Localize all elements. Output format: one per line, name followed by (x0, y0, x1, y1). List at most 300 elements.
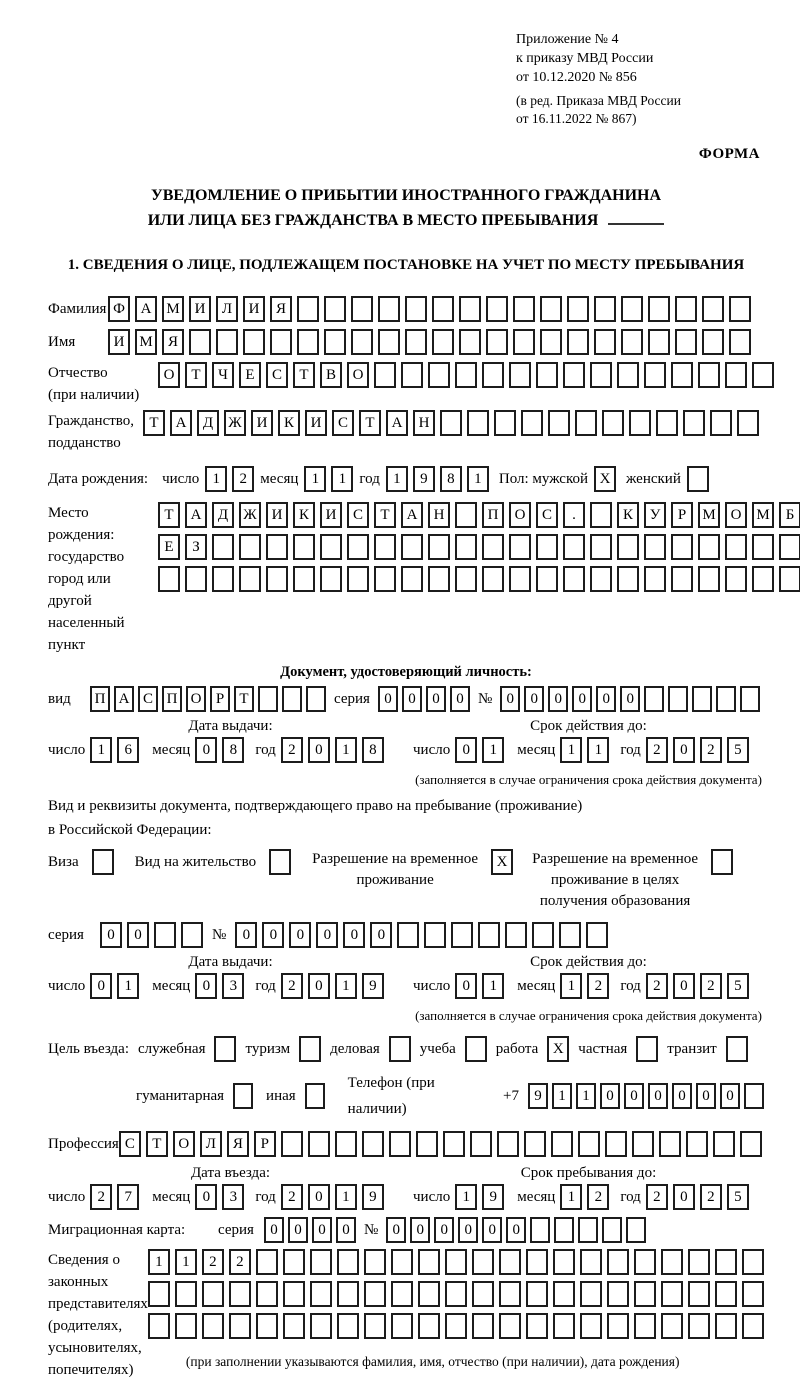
char-box (621, 329, 643, 355)
char-box: И (189, 296, 211, 322)
char-box: 0 (195, 973, 217, 999)
rvp-checkbox (491, 849, 513, 875)
profession-row (48, 1131, 764, 1157)
char-box (229, 1313, 251, 1339)
section1-title: 1. СВЕДЕНИЯ О ЛИЦЕ, ПОДЛЕЖАЩЕМ ПОСТАНОВКЕ НА УЧЕТ ПО МЕСТУ ПРЕБЫВАНИЯ (67, 257, 745, 273)
char-box (158, 566, 180, 592)
char-box: 0 (450, 686, 470, 712)
char-box (364, 1313, 386, 1339)
char-box: 1 (148, 1249, 170, 1275)
char-box: 1 (331, 466, 353, 492)
char-box (154, 922, 176, 948)
char-box: О (725, 502, 747, 528)
char-box (648, 296, 670, 322)
char-box: 1 (552, 1083, 572, 1109)
char-box (521, 410, 543, 436)
residence-validity-note: (заполняется в случае ограничения срока действия документа) (415, 1008, 762, 1023)
char-box (675, 329, 697, 355)
sex-label: Пол: мужской (498, 471, 589, 487)
representatives-label: Сведения о законных представителях (родителях, усыновителях, попечителях) (48, 1252, 148, 1378)
char-box (293, 534, 315, 560)
char-box (563, 534, 585, 560)
char-box: 1 (467, 466, 489, 492)
char-box: Ж (224, 410, 246, 436)
char-box (451, 922, 473, 948)
char-box: 0 (264, 1217, 284, 1243)
char-box (725, 362, 747, 388)
char-box (405, 296, 427, 322)
char-box: В (320, 362, 342, 388)
phone-digit-boxes (528, 1083, 764, 1109)
migration-card-row (48, 1217, 764, 1243)
char-box: 0 (524, 686, 544, 712)
birth-year-label: год (359, 471, 380, 487)
char-box (590, 502, 612, 528)
char-box (428, 362, 450, 388)
migration-number-boxes (386, 1217, 646, 1243)
char-box (351, 329, 373, 355)
purpose-study-checkbox (465, 1036, 487, 1062)
char-box: С (266, 362, 288, 388)
purpose-label: Цель въезда: (48, 1041, 129, 1057)
char-box (729, 329, 751, 355)
char-box: У (644, 502, 666, 528)
identity-doc-note-row (48, 769, 764, 788)
char-box (715, 1249, 737, 1275)
purpose-official-label: служебная (137, 1041, 206, 1057)
char-box (671, 362, 693, 388)
char-box: С (536, 502, 558, 528)
char-box: Л (200, 1131, 222, 1157)
char-box: 0 (343, 922, 365, 948)
profession-label: Профессия (48, 1136, 119, 1152)
char-box (445, 1281, 467, 1307)
char-box: 0 (262, 922, 284, 948)
char-box: 7 (117, 1184, 139, 1210)
profession-boxes (119, 1131, 762, 1157)
doc-series-boxes (378, 686, 470, 712)
char-box: 1 (587, 737, 609, 763)
sex-male-checkbox (594, 466, 616, 492)
residence-options-row (48, 849, 764, 912)
char-box: И (108, 329, 130, 355)
char-box: 0 (624, 1083, 644, 1109)
purpose-private-label: частная (578, 1041, 628, 1057)
char-box: 9 (362, 1184, 384, 1210)
char-box: 5 (727, 973, 749, 999)
char-box: 9 (528, 1083, 548, 1109)
visa-label: Виза (48, 854, 79, 870)
char-box (175, 1281, 197, 1307)
char-box (536, 566, 558, 592)
char-box (482, 566, 504, 592)
entry-date-label: Дата въезда: (190, 1165, 271, 1181)
purpose-row2 (136, 1070, 764, 1122)
char-box: С (347, 502, 369, 528)
char-box: 1 (560, 973, 582, 999)
char-box (715, 1313, 737, 1339)
char-box (644, 362, 666, 388)
char-box (590, 534, 612, 560)
char-box (92, 849, 114, 875)
char-box: 5 (727, 1184, 749, 1210)
char-box: 1 (175, 1249, 197, 1275)
char-box (256, 1313, 278, 1339)
char-box (181, 922, 203, 948)
char-box (740, 686, 760, 712)
char-box (513, 296, 535, 322)
char-box (524, 1131, 546, 1157)
char-box: О (158, 362, 180, 388)
char-box: 0 (572, 686, 592, 712)
char-box: Ч (212, 362, 234, 388)
char-box (661, 1313, 683, 1339)
identity-doc-header: Документ, удостоверяющий личность: (280, 664, 532, 680)
char-box (374, 566, 396, 592)
doc-valid-month-boxes (560, 737, 609, 763)
purpose-other-checkbox (305, 1083, 325, 1109)
char-box: 9 (413, 466, 435, 492)
char-box (216, 329, 238, 355)
char-box (467, 410, 489, 436)
char-box: 9 (362, 973, 384, 999)
char-box (687, 466, 709, 492)
char-box: 2 (646, 1184, 668, 1210)
identity-doc-row (48, 686, 764, 712)
doc-valid-day-boxes (455, 737, 504, 763)
char-box (214, 1036, 236, 1062)
char-box: С (119, 1131, 141, 1157)
stay-year-boxes (646, 1184, 749, 1210)
char-box: 2 (232, 466, 254, 492)
char-box: К (617, 502, 639, 528)
char-box (189, 329, 211, 355)
char-box (702, 296, 724, 322)
representatives-row3-boxes (148, 1313, 764, 1339)
char-box (391, 1313, 413, 1339)
annex-line-2: к приказу МВД России (516, 51, 654, 66)
residence-doc-line1: Вид и реквизиты документа, подтверждающего право на пребывание (проживание) (48, 798, 583, 814)
char-box (497, 1131, 519, 1157)
char-box: 0 (455, 973, 477, 999)
char-box: 0 (386, 1217, 406, 1243)
char-box: 2 (700, 737, 722, 763)
char-box (540, 329, 562, 355)
char-box: Т (158, 502, 180, 528)
char-box (636, 1036, 658, 1062)
patronymic-row (48, 362, 764, 406)
char-box: А (170, 410, 192, 436)
char-box (202, 1313, 224, 1339)
char-box: 0 (288, 1217, 308, 1243)
char-box: Л (216, 296, 238, 322)
char-box (563, 566, 585, 592)
char-box (711, 849, 733, 875)
char-box (494, 410, 516, 436)
page-title-line1: УВЕДОМЛЕНИЕ О ПРИБЫТИИ ИНОСТРАННОГО ГРАЖДАНИНА (150, 187, 662, 204)
char-box (683, 410, 705, 436)
char-box: Т (359, 410, 381, 436)
char-box (634, 1281, 656, 1307)
char-box (661, 1249, 683, 1275)
char-box (445, 1249, 467, 1275)
char-box: 0 (672, 1083, 692, 1109)
char-box: 1 (455, 1184, 477, 1210)
char-box (540, 296, 562, 322)
char-box: Р (254, 1131, 276, 1157)
char-box: И (266, 502, 288, 528)
char-box: О (186, 686, 206, 712)
char-box: 0 (500, 686, 520, 712)
char-box: X (594, 466, 616, 492)
title-underline (608, 223, 664, 225)
char-box: 2 (700, 1184, 722, 1210)
char-box (626, 1217, 646, 1243)
char-box (526, 1281, 548, 1307)
char-box (590, 362, 612, 388)
char-box (526, 1249, 548, 1275)
char-box (661, 1281, 683, 1307)
purpose-transit-label: транзит (667, 1041, 717, 1057)
entry-date-headers (48, 1165, 764, 1182)
char-box: 1 (482, 737, 504, 763)
char-box (486, 329, 508, 355)
birth-day-label: число (162, 471, 200, 487)
char-box (283, 1313, 305, 1339)
annex-line-1: Приложение № 4 (516, 32, 619, 47)
char-box: 0 (370, 922, 392, 948)
char-box (688, 1313, 710, 1339)
char-box: 0 (308, 737, 330, 763)
char-box: Т (185, 362, 207, 388)
char-box: 0 (596, 686, 616, 712)
char-box (499, 1313, 521, 1339)
char-box (266, 534, 288, 560)
phone-prefix: +7 (503, 1088, 519, 1104)
char-box: Ж (239, 502, 261, 528)
char-box (668, 686, 688, 712)
char-box: Т (293, 362, 315, 388)
char-box (644, 686, 664, 712)
char-box: 0 (316, 922, 338, 948)
char-box (148, 1281, 170, 1307)
char-box (648, 329, 670, 355)
char-box: М (752, 502, 774, 528)
char-box (632, 1131, 654, 1157)
char-box (320, 566, 342, 592)
char-box: Т (374, 502, 396, 528)
char-box: 2 (646, 973, 668, 999)
char-box (378, 296, 400, 322)
char-box: 0 (648, 1083, 668, 1109)
char-box: 0 (100, 922, 122, 948)
residence-valid-label: Срок действия до: (530, 954, 647, 970)
char-box (212, 566, 234, 592)
char-box: 1 (335, 973, 357, 999)
stay-day-boxes (455, 1184, 504, 1210)
char-box: И (243, 296, 265, 322)
char-box: 2 (281, 1184, 303, 1210)
citizenship-boxes (143, 410, 759, 436)
char-box (472, 1313, 494, 1339)
char-box (671, 566, 693, 592)
char-box (428, 534, 450, 560)
char-box (416, 1131, 438, 1157)
char-box (553, 1249, 575, 1275)
rvp-education-checkbox (711, 849, 733, 875)
char-box (563, 362, 585, 388)
residence-number-label: № (212, 927, 227, 943)
char-box (617, 566, 639, 592)
char-box (270, 329, 292, 355)
char-box: 1 (90, 737, 112, 763)
doc-number-boxes (500, 686, 760, 712)
char-box: 1 (576, 1083, 596, 1109)
char-box (752, 566, 774, 592)
char-box (281, 1131, 303, 1157)
birth-place-row (48, 502, 795, 656)
birth-date-row (48, 466, 764, 492)
char-box (659, 1131, 681, 1157)
char-box (602, 410, 624, 436)
identity-doc-dates: число 1 6 месяц 0 8 год 2 0 1 8 число 0 1 месяц 1 1 год 2 0 2 5 (48, 737, 764, 763)
purpose-private-checkbox (636, 1036, 658, 1062)
purpose-business-label: деловая (330, 1041, 380, 1057)
char-box (310, 1281, 332, 1307)
residence-valid-year-boxes (646, 973, 749, 999)
char-box (283, 1281, 305, 1307)
purpose-row (48, 1036, 764, 1062)
char-box: 0 (673, 737, 695, 763)
char-box (459, 296, 481, 322)
char-box: Т (234, 686, 254, 712)
char-box (202, 1281, 224, 1307)
char-box (212, 534, 234, 560)
char-box (432, 296, 454, 322)
given-name-label: Имя (48, 334, 76, 350)
char-box (418, 1249, 440, 1275)
char-box (551, 1131, 573, 1157)
char-box: 0 (426, 686, 446, 712)
char-box: 3 (222, 1184, 244, 1210)
birth-month-label: месяц (260, 471, 299, 487)
purpose-other-label: иная (266, 1088, 296, 1104)
residence-note-row (48, 1005, 764, 1024)
doc-issue-label: Дата выдачи: (188, 718, 273, 734)
char-box (725, 566, 747, 592)
char-box (269, 849, 291, 875)
char-box: Ф (108, 296, 130, 322)
char-box (629, 410, 651, 436)
char-box: 1 (117, 973, 139, 999)
purpose-tourism-checkbox (299, 1036, 321, 1062)
char-box (559, 922, 581, 948)
char-box (443, 1131, 465, 1157)
birth-day-boxes (205, 466, 254, 492)
char-box (455, 502, 477, 528)
purpose-official-checkbox (214, 1036, 236, 1062)
representatives-row (48, 1249, 764, 1381)
birth-place-row2-boxes (158, 534, 800, 560)
char-box: Т (143, 410, 165, 436)
char-box (293, 566, 315, 592)
char-box (752, 534, 774, 560)
char-box: 5 (727, 737, 749, 763)
char-box (634, 1313, 656, 1339)
char-box (347, 566, 369, 592)
char-box (440, 410, 462, 436)
char-box (634, 1249, 656, 1275)
stay-until-label: Срок пребывания до: (520, 1165, 657, 1181)
char-box (401, 534, 423, 560)
char-box: 1 (482, 973, 504, 999)
char-box (617, 534, 639, 560)
char-box (742, 1249, 764, 1275)
char-box (351, 296, 373, 322)
representatives-note: (при заполнении указываются фамилия, имя, отчество (при наличии), дата рождения) (185, 1354, 680, 1369)
representatives-row1-boxes (148, 1249, 764, 1275)
purpose-business-checkbox (389, 1036, 411, 1062)
char-box (459, 329, 481, 355)
char-box (256, 1249, 278, 1275)
char-box (428, 566, 450, 592)
char-box (578, 1131, 600, 1157)
char-box (362, 1131, 384, 1157)
residence-valid-day-boxes (455, 973, 504, 999)
char-box (185, 566, 207, 592)
doc-issue-year-boxes (281, 737, 384, 763)
char-box: 0 (195, 1184, 217, 1210)
doc-issue-day-boxes (90, 737, 139, 763)
char-box (299, 1036, 321, 1062)
char-box: 2 (90, 1184, 112, 1210)
residence-date-headers (48, 954, 764, 971)
char-box (282, 686, 302, 712)
char-box (607, 1249, 629, 1275)
residence-issue-day-boxes (90, 973, 139, 999)
char-box (698, 566, 720, 592)
char-box: А (185, 502, 207, 528)
char-box (575, 410, 597, 436)
char-box (499, 1281, 521, 1307)
char-box (324, 329, 346, 355)
residence-issue-month-boxes (195, 973, 244, 999)
char-box (455, 362, 477, 388)
char-box: Е (239, 362, 261, 388)
char-box (308, 1131, 330, 1157)
entry-month-boxes (195, 1184, 244, 1210)
char-box: К (278, 410, 300, 436)
purpose-humanitarian-checkbox (233, 1083, 253, 1109)
char-box: 1 (386, 466, 408, 492)
char-box: 0 (336, 1217, 356, 1243)
residence-series-boxes (100, 922, 203, 948)
birth-place-row1-boxes (158, 502, 800, 528)
char-box (297, 329, 319, 355)
char-box (389, 1131, 411, 1157)
residence-permit-label: Вид на жительство (134, 854, 257, 870)
char-box (553, 1281, 575, 1307)
char-box (671, 534, 693, 560)
sex-female-checkbox (687, 466, 709, 492)
char-box (424, 922, 446, 948)
char-box: 0 (455, 737, 477, 763)
residence-doc-line2: в Российской Федерации: (48, 822, 212, 838)
char-box (310, 1249, 332, 1275)
char-box: 0 (90, 973, 112, 999)
birth-date-label: Дата рождения: (48, 471, 149, 487)
char-box (509, 566, 531, 592)
